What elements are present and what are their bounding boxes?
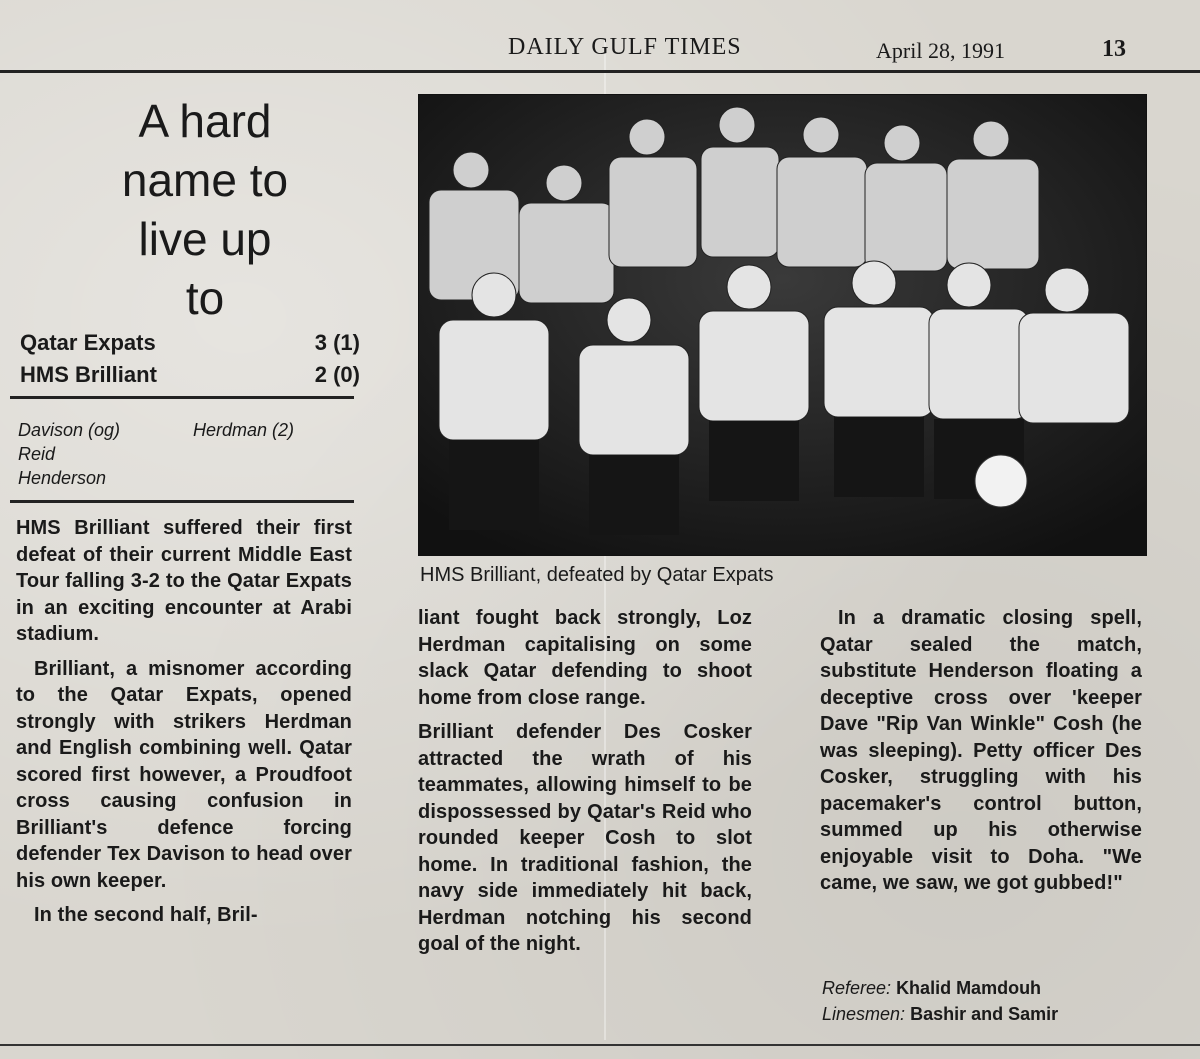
- article-paragraph: liant fought back strongly, Loz Herdman capitalising on some slack Qatar defending to shoot home from close range.: [418, 607, 752, 709]
- headline-line: name to: [121, 154, 289, 206]
- scorer: Henderson: [18, 468, 107, 488]
- away-scorers: [193, 418, 353, 442]
- referee-label: Referee:: [822, 978, 892, 998]
- linesmen-names: Bashir and Samir: [910, 1004, 1059, 1024]
- article-column-1: [16, 515, 352, 937]
- team-name: Qatar Expats: [20, 330, 156, 355]
- scorer: Davison (og): [18, 420, 121, 440]
- scorer: Reid: [18, 444, 56, 464]
- article-paragraph: In the second half, Bril-: [34, 904, 258, 926]
- team-name: HMS Brilliant: [20, 362, 157, 387]
- headline: [20, 92, 390, 328]
- issue-date: April 28, 1991: [876, 38, 1005, 63]
- headline-line: A hard: [138, 95, 272, 147]
- team-photo: [418, 94, 1147, 556]
- linesmen-label: Linesmen:: [822, 1004, 906, 1024]
- article-column-3: [820, 605, 1142, 905]
- linesmen-line: [822, 1001, 1058, 1027]
- article-paragraph: In a dramatic closing spell, Qatar sealed the match, substitute Henderson floating a deceptive cross over 'keeper Dave "Rip Van Winkle" Cosh (he was sleeping). Petty officer Des Cosker, struggling with his pacemaker's control button, summed up his otherwise enjoyable visit to Doha. "We came, we saw, we got gubbed!": [820, 607, 1142, 894]
- score-rule: [10, 396, 354, 399]
- article-paragraph: Brilliant defender Des Cosker attracted the wrath of his teammates, allowing himself to be dispossessed by Qatar's Reid who rounded keeper Cosh to slot home. In traditional fashion, the navy side immediately hit back, Herdman notching his second goal of the night.: [418, 721, 752, 955]
- home-scorers: [18, 418, 188, 490]
- team-score: 3 (1): [314, 330, 360, 355]
- page-number: 13: [1102, 36, 1126, 62]
- headline-line: live up: [138, 213, 272, 265]
- photo-caption: HMS Brilliant, defeated by Qatar Expats: [420, 564, 774, 586]
- headline-line: to: [185, 272, 225, 324]
- match-officials: [822, 975, 1058, 1027]
- newspaper-name: DAILY GULF TIMES: [508, 34, 742, 60]
- referee-line: [822, 975, 1058, 1001]
- team-photo-image: [419, 95, 1146, 555]
- scorer: Herdman (2): [193, 420, 295, 440]
- article-column-2: [418, 605, 752, 966]
- score-row: [20, 362, 360, 394]
- scorers-rule: [10, 500, 354, 503]
- article-paragraph: HMS Brilliant suffered their first defeat of their current Middle East Tour falling 3-2 to the Qatar Expats in an exciting encounter at Arabi stadium.: [16, 517, 352, 645]
- masthead-rule: [0, 70, 1200, 73]
- score-row: [20, 330, 360, 362]
- scoreline: [20, 330, 360, 394]
- team-score: 2 (0): [314, 362, 360, 387]
- footer-rule: [0, 1044, 1200, 1046]
- article-paragraph: Brilliant, a misnomer according to the Qatar Expats, opened strongly with strikers Herdman and English combining well. Qatar scored first however, a Proudfoot cross causing confusion in Brilliant's defence forcing defender Tex Davison to head over his own keeper.: [16, 657, 352, 892]
- referee-name: Khalid Mamdouh: [896, 978, 1042, 998]
